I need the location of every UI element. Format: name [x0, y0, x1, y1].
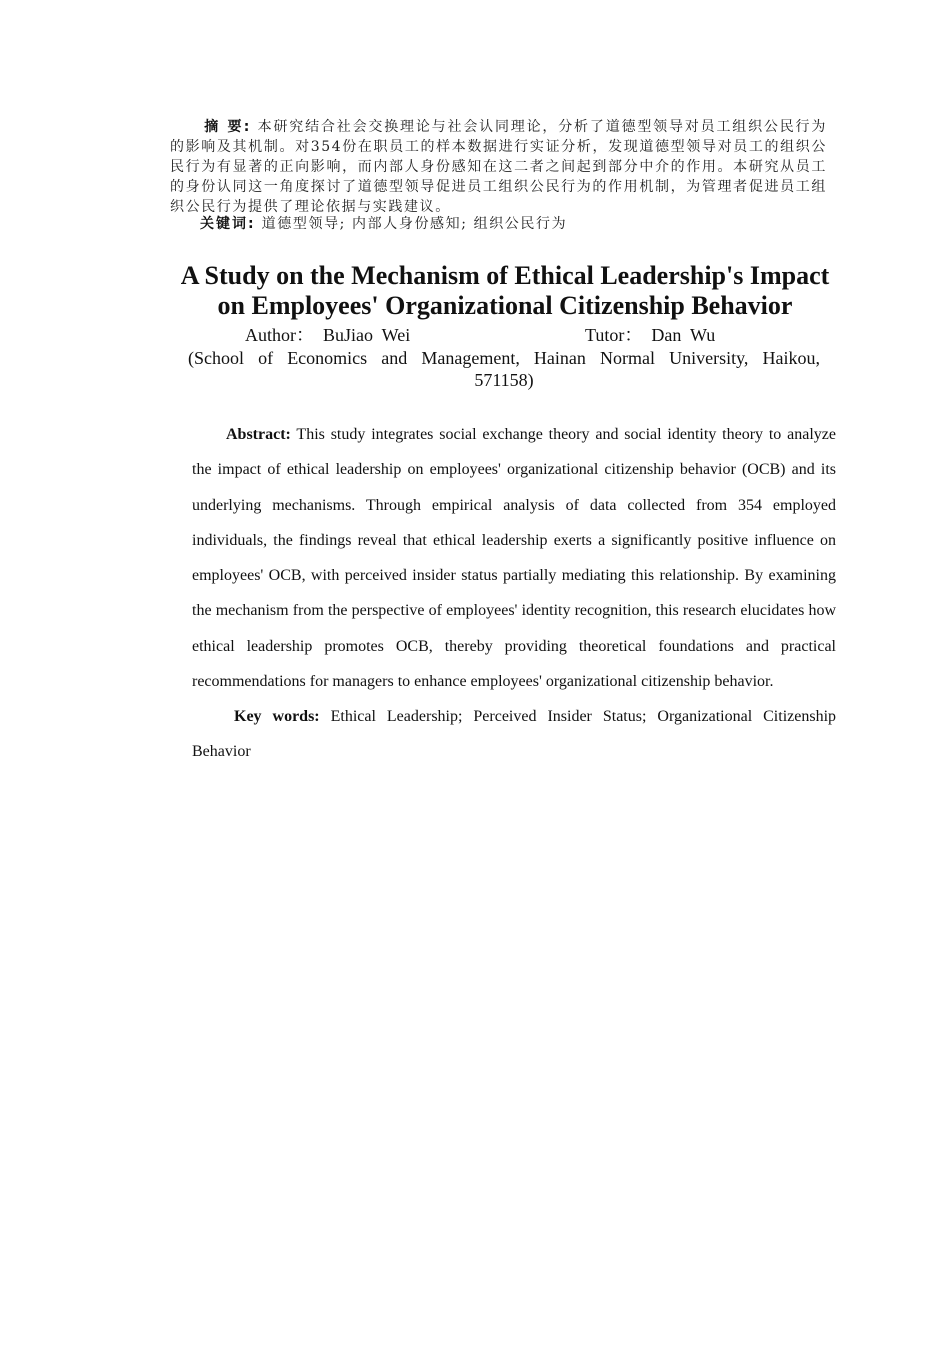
chinese-abstract-text: 本研究结合社会交换理论与社会认同理论，分析了道德型领导对员工组织公民行为的影响及其机制。对354份在职员工的样本数据进行实证分析，发现道德型领导对员工的组织公民行为有显著的正向影响，而内部人身份感知在这二者之间起到部分中介的作用。本研究从员工的身份认同这一角度探讨了道德型领导促进员工组织公民行为的作用机制，为管理者促进员工组织公民行为提供了理论依据与实践建议。: [170, 119, 827, 215]
english-title: A Study on the Mechanism of Ethical Leadership's Impact on Employees' Organizational Citizenship Behavior: [180, 261, 830, 320]
chinese-keywords-text: 道德型领导; 内部人身份感知; 组织公民行为: [261, 216, 568, 232]
english-keywords-text: Ethical Leadership; Perceived Insider Status; Organizational Citizenship Behavior: [192, 708, 837, 761]
english-keywords: [192, 699, 836, 770]
chinese-abstract: [170, 117, 827, 217]
tutor-line: Tutor： Dan Wu: [585, 325, 716, 345]
affiliation: (School of Economics and Management, Hainan Normal University, Haikou, 571158): [188, 348, 820, 390]
chinese-abstract-label: 摘 要:: [204, 119, 252, 135]
author-line: Author： BuJiao Wei: [245, 325, 411, 345]
english-abstract-label: Abstract:: [226, 426, 291, 443]
english-abstract-text: This study integrates social exchange theory and social identity theory to analyze the impact of ethical leadership on employees' organizational citizenship behavior (OCB) and its underlying mechanisms. Through empirical analysis of data collected from 354 employed individuals, the findings reveal that ethical leadership exerts a significantly positive influence on employees' OCB, with perceived insider status partially mediating this relationship. By examining the mechanism from the perspective of employees' identity recognition, this research elucidates how ethical leadership promotes OCB, thereby providing theoretical foundations and practical recommendations for managers to enhance employees' organizational citizenship behavior.: [192, 426, 836, 691]
english-abstract: [192, 417, 836, 699]
chinese-keywords-label: 关键词:: [200, 216, 256, 232]
byline: [170, 324, 840, 346]
english-keywords-label: Key words:: [234, 708, 320, 725]
chinese-keywords: [200, 214, 820, 234]
